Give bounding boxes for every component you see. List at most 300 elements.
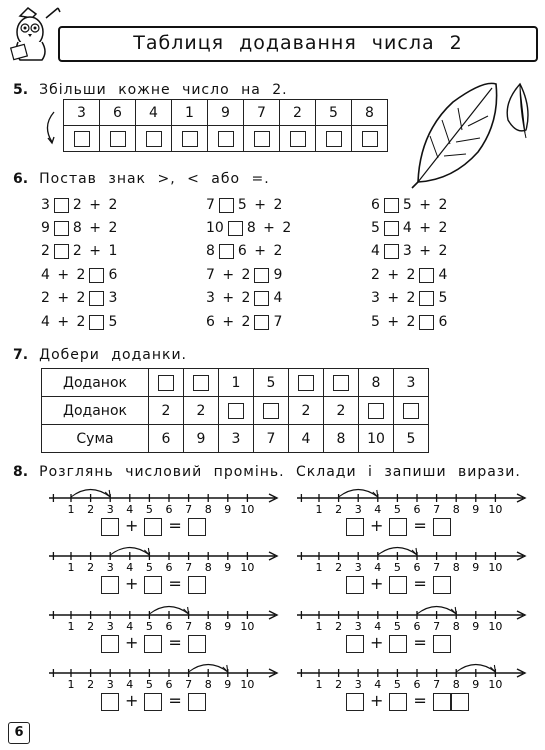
answer-box[interactable]: [433, 576, 451, 594]
tick-label: 2: [87, 561, 95, 574]
comparison-right: 6: [108, 267, 118, 283]
answer-box[interactable]: [146, 131, 162, 147]
tick-label: 3: [354, 503, 362, 516]
sign-box[interactable]: [254, 268, 269, 283]
answer-box[interactable]: [218, 131, 234, 147]
tick-label: 9: [224, 503, 232, 516]
comparison-left: 4 + 2: [41, 314, 86, 330]
answer-box[interactable]: [346, 518, 364, 536]
tick-label: 6: [413, 561, 421, 574]
comparison-right: 4: [438, 267, 448, 283]
comparison-left: 7 + 2: [206, 267, 251, 283]
answer-box[interactable]: [326, 131, 342, 147]
tick-label: 6: [165, 678, 173, 691]
table-cell: 2: [149, 397, 184, 425]
plus-sign: +: [125, 691, 139, 710]
comparison-right: 4 + 2: [402, 220, 448, 236]
sign-box[interactable]: [54, 244, 69, 259]
sign-box[interactable]: [419, 268, 434, 283]
tick-label: 6: [165, 503, 173, 516]
tick-label: 3: [354, 678, 362, 691]
tick-label: 2: [87, 503, 95, 516]
comparison-right: 2 + 2: [72, 197, 118, 213]
answer-box[interactable]: [403, 403, 419, 419]
task-8-instruction: Розглянь числовий промінь. Склади і запиши вирази.: [39, 464, 521, 480]
plus-sign: +: [125, 574, 139, 593]
table-cell: 2: [324, 397, 359, 425]
plus-sign: +: [125, 516, 139, 535]
sign-box[interactable]: [54, 198, 69, 213]
comparison-right: 5 + 2: [237, 197, 283, 213]
tick-label: 1: [67, 678, 75, 691]
task-5-number: 5.: [13, 82, 29, 98]
tick-label: 10: [240, 503, 255, 516]
tick-label: 5: [145, 561, 153, 574]
answer-cell: [244, 126, 280, 152]
table-cell: 6: [100, 100, 136, 126]
sign-box[interactable]: [254, 291, 269, 306]
leaves-illustration: [408, 72, 543, 192]
table-row: [42, 425, 429, 453]
answer-box[interactable]: [101, 576, 119, 594]
comparison-right: 8 + 2: [246, 220, 292, 236]
tick-label: 5: [393, 620, 401, 633]
comparison-right: 5: [108, 314, 118, 330]
equals-sign: =: [168, 633, 182, 652]
tick-label: 1: [67, 561, 75, 574]
comparison-left: 2 + 2: [41, 290, 86, 306]
answer-box[interactable]: [263, 403, 279, 419]
answer-box[interactable]: [144, 693, 162, 711]
table-cell: 2: [280, 100, 316, 126]
answer-box[interactable]: [144, 635, 162, 653]
task-6-instruction: Постав знак >, < або =.: [39, 171, 270, 187]
comparison-right: 5 + 2: [402, 197, 448, 213]
task-6-heading: [13, 168, 270, 187]
plus-sign: +: [370, 574, 384, 593]
page-title: Таблиця додавання числа 2: [133, 32, 463, 54]
number-line: [293, 486, 533, 516]
tick-label: 8: [204, 678, 212, 691]
answer-box[interactable]: [433, 693, 451, 711]
equals-sign: =: [168, 691, 182, 710]
tick-label: 2: [335, 503, 343, 516]
tick-label: 2: [335, 678, 343, 691]
number-line: [45, 661, 285, 691]
tick-label: 4: [374, 561, 382, 574]
tick-label: 4: [126, 620, 134, 633]
table-cell: 4: [289, 425, 324, 453]
table-cell: 9: [184, 425, 219, 453]
answer-cell: [172, 126, 208, 152]
answer-cell: [219, 397, 254, 425]
tick-label: 4: [126, 678, 134, 691]
answer-box[interactable]: [298, 375, 314, 391]
answer-box[interactable]: [290, 131, 306, 147]
answer-box[interactable]: [74, 131, 90, 147]
answer-box[interactable]: [346, 635, 364, 653]
answer-box[interactable]: [101, 635, 119, 653]
number-line: [293, 603, 533, 633]
arc-arrow-icon: [412, 548, 417, 555]
sign-box[interactable]: [89, 268, 104, 283]
table-cell: 7: [244, 100, 280, 126]
comparison-item: [206, 290, 282, 306]
comparison-item: [371, 243, 447, 259]
tick-label: 7: [185, 620, 193, 633]
table-row: [42, 369, 429, 397]
equation-row: [343, 516, 454, 536]
tick-label: 9: [224, 561, 232, 574]
tick-label: 5: [393, 678, 401, 691]
comparison-left: 3: [41, 197, 50, 213]
plus-sign: +: [370, 516, 384, 535]
tick-label: 3: [106, 678, 114, 691]
answer-box[interactable]: [433, 518, 451, 536]
tick-label: 10: [240, 620, 255, 633]
answer-box[interactable]: [110, 131, 126, 147]
answer-box[interactable]: [101, 518, 119, 536]
tick-label: 5: [393, 503, 401, 516]
sign-box[interactable]: [228, 221, 243, 236]
comparison-item: [206, 314, 282, 330]
answer-box[interactable]: [144, 576, 162, 594]
comparison-item: [371, 197, 447, 213]
equation-row: [343, 574, 454, 594]
comparison-item: [41, 197, 117, 213]
table-cell: 5: [254, 369, 289, 397]
answer-box[interactable]: [389, 518, 407, 536]
row-label: Доданок: [42, 369, 149, 397]
arc-arrow-icon: [223, 665, 228, 672]
comparison-item: [41, 220, 117, 236]
tick-label: 8: [204, 503, 212, 516]
table-cell: 8: [324, 425, 359, 453]
equals-sign: =: [413, 691, 427, 710]
equation-row: [98, 691, 209, 711]
tick-label: 8: [204, 561, 212, 574]
comparison-right: 8 + 2: [72, 220, 118, 236]
tick-label: 9: [472, 561, 480, 574]
tick-label: 7: [185, 561, 193, 574]
comparison-left: 5: [371, 220, 380, 236]
arc-arrow-icon: [490, 665, 495, 672]
answer-box[interactable]: [346, 576, 364, 594]
table-cell: 2: [184, 397, 219, 425]
small-leaf-icon: [507, 84, 528, 138]
equals-sign: =: [413, 516, 427, 535]
table-cell: 3: [219, 425, 254, 453]
answer-box[interactable]: [433, 635, 451, 653]
plus-sign: +: [125, 633, 139, 652]
answer-cell: [64, 126, 100, 152]
tick-label: 7: [433, 561, 441, 574]
task-5-table: [63, 99, 388, 152]
answer-cell: [136, 126, 172, 152]
answer-cell: [184, 369, 219, 397]
comparison-item: [371, 267, 447, 283]
answer-box[interactable]: [362, 131, 378, 147]
tick-label: 7: [433, 503, 441, 516]
comparison-left: 4: [371, 243, 380, 259]
task-7-table: [41, 368, 429, 453]
task-8-number: 8.: [13, 464, 29, 480]
answer-cell: [254, 397, 289, 425]
answer-box[interactable]: [389, 693, 407, 711]
answer-cell: [359, 397, 394, 425]
answer-box[interactable]: [144, 518, 162, 536]
comparison-left: 3 + 2: [206, 290, 251, 306]
tick-label: 7: [433, 678, 441, 691]
curved-arrow-icon: [40, 108, 60, 148]
tick-label: 10: [488, 620, 503, 633]
comparison-left: 6: [371, 197, 380, 213]
tick-label: 8: [452, 503, 460, 516]
comparison-left: 6 + 2: [206, 314, 251, 330]
tick-label: 9: [224, 678, 232, 691]
sign-box[interactable]: [219, 198, 234, 213]
arc-arrow-icon: [105, 490, 110, 497]
equals-sign: =: [413, 574, 427, 593]
tick-label: 4: [374, 620, 382, 633]
tick-label: 10: [488, 678, 503, 691]
tick-label: 6: [165, 561, 173, 574]
comparison-left: 10: [206, 220, 224, 236]
tick-label: 5: [145, 678, 153, 691]
number-line: [45, 486, 285, 516]
tick-label: 7: [185, 678, 193, 691]
sign-box[interactable]: [384, 244, 399, 259]
sign-box[interactable]: [419, 291, 434, 306]
comparison-right: 6: [438, 314, 448, 330]
answer-box[interactable]: [188, 518, 206, 536]
arc-arrow-icon: [451, 607, 456, 614]
sign-box[interactable]: [384, 198, 399, 213]
comparison-left: 8: [206, 243, 215, 259]
comparison-right: 2 + 1: [72, 243, 118, 259]
comparison-item: [41, 290, 117, 306]
answer-box[interactable]: [389, 576, 407, 594]
tick-label: 4: [126, 561, 134, 574]
task-7-heading: [13, 344, 187, 363]
answer-cell: [149, 369, 184, 397]
answer-box[interactable]: [188, 576, 206, 594]
equals-sign: =: [168, 516, 182, 535]
tick-label: 1: [315, 620, 323, 633]
comparison-item: [206, 197, 282, 213]
tick-label: 9: [472, 503, 480, 516]
arc-arrow-icon: [373, 490, 378, 497]
comparison-item: [206, 267, 282, 283]
tick-label: 2: [87, 678, 95, 691]
answer-box[interactable]: [101, 693, 119, 711]
table-cell: 7: [254, 425, 289, 453]
comparison-right: 4: [273, 290, 283, 306]
tick-label: 1: [315, 503, 323, 516]
equals-sign: =: [168, 574, 182, 593]
answer-cell: [324, 369, 359, 397]
comparison-right: 3 + 2: [402, 243, 448, 259]
comparison-right: 7: [273, 314, 283, 330]
answer-cell: [280, 126, 316, 152]
sign-box[interactable]: [384, 221, 399, 236]
comparison-item: [41, 314, 117, 330]
tick-label: 4: [374, 503, 382, 516]
answer-cell: [100, 126, 136, 152]
tick-label: 8: [204, 620, 212, 633]
sign-box[interactable]: [89, 315, 104, 330]
tick-label: 9: [472, 678, 480, 691]
table-cell: 8: [352, 100, 388, 126]
comparison-item: [41, 243, 117, 259]
tick-label: 3: [354, 561, 362, 574]
comparison-right: 3: [108, 290, 118, 306]
answer-box[interactable]: [182, 131, 198, 147]
table-cell: 10: [359, 425, 394, 453]
page-header: [58, 26, 538, 62]
sign-box[interactable]: [219, 244, 234, 259]
comparison-item: [371, 290, 447, 306]
comparison-item: [41, 267, 117, 283]
large-leaf-icon: [412, 83, 497, 188]
tick-label: 4: [126, 503, 134, 516]
comparison-right: 6 + 2: [237, 243, 283, 259]
tick-label: 2: [335, 620, 343, 633]
tick-label: 10: [240, 561, 255, 574]
tick-label: 8: [452, 620, 460, 633]
tick-label: 4: [374, 678, 382, 691]
table-cell: 4: [136, 100, 172, 126]
tick-label: 5: [393, 561, 401, 574]
tick-label: 3: [354, 620, 362, 633]
tick-label: 5: [145, 503, 153, 516]
comparison-left: 2: [41, 243, 50, 259]
comparison-left: 5 + 2: [371, 314, 416, 330]
answer-cell: [316, 126, 352, 152]
tick-label: 5: [145, 620, 153, 633]
comparison-left: 4 + 2: [41, 267, 86, 283]
number-line: [293, 544, 533, 574]
equation-row: [343, 691, 472, 711]
answer-cell: [208, 126, 244, 152]
comparison-left: 3 + 2: [371, 290, 416, 306]
tick-label: 3: [106, 620, 114, 633]
answer-cell: [289, 369, 324, 397]
answer-box[interactable]: [188, 693, 206, 711]
comparison-left: 2 + 2: [371, 267, 416, 283]
task-5-answer-row: [64, 126, 388, 152]
answer-box[interactable]: [158, 375, 174, 391]
comparison-left: 9: [41, 220, 50, 236]
table-cell: 1: [172, 100, 208, 126]
answer-box[interactable]: [389, 635, 407, 653]
table-cell: 8: [359, 369, 394, 397]
row-label: Доданок: [42, 397, 149, 425]
tick-label: 8: [452, 561, 460, 574]
task-6-number: 6.: [13, 171, 29, 187]
task-7-number: 7.: [13, 347, 29, 363]
tick-label: 1: [315, 561, 323, 574]
sign-box[interactable]: [254, 315, 269, 330]
comparison-right: 5: [438, 290, 448, 306]
answer-box[interactable]: [254, 131, 270, 147]
table-cell: 3: [394, 369, 429, 397]
equation-row: [98, 516, 209, 536]
table-cell: 5: [394, 425, 429, 453]
tick-label: 2: [87, 620, 95, 633]
answer-box[interactable]: [188, 635, 206, 653]
comparison-item: [206, 220, 291, 236]
tick-label: 9: [472, 620, 480, 633]
answer-box[interactable]: [333, 375, 349, 391]
answer-box[interactable]: [451, 693, 469, 711]
table-cell: 6: [149, 425, 184, 453]
table-cell: 9: [208, 100, 244, 126]
number-line: [45, 603, 285, 633]
sign-box[interactable]: [89, 291, 104, 306]
answer-box[interactable]: [346, 693, 364, 711]
table-cell: 2: [289, 397, 324, 425]
tick-label: 10: [488, 503, 503, 516]
comparison-item: [206, 243, 282, 259]
equation-row: [343, 633, 454, 653]
answer-box[interactable]: [193, 375, 209, 391]
table-cell: 3: [64, 100, 100, 126]
tick-label: 3: [106, 503, 114, 516]
tick-label: 7: [185, 503, 193, 516]
task-7-instruction: Добери доданки.: [39, 347, 188, 363]
tick-label: 8: [452, 678, 460, 691]
answer-box[interactable]: [368, 403, 384, 419]
answer-cell: [352, 126, 388, 152]
equals-sign: =: [413, 633, 427, 652]
equation-row: [98, 574, 209, 594]
tick-label: 6: [413, 503, 421, 516]
tick-label: 10: [240, 678, 255, 691]
table-row: [42, 397, 429, 425]
answer-box[interactable]: [228, 403, 244, 419]
equation-row: [98, 633, 209, 653]
tick-label: 6: [413, 620, 421, 633]
comparison-item: [371, 220, 447, 236]
sign-box[interactable]: [419, 315, 434, 330]
arc-arrow-icon: [144, 548, 149, 555]
row-label: Сума: [42, 425, 149, 453]
number-line: [45, 544, 285, 574]
task-5-heading: [13, 79, 288, 98]
tick-label: 1: [315, 678, 323, 691]
tick-label: 1: [67, 620, 75, 633]
tick-label: 2: [335, 561, 343, 574]
plus-sign: +: [370, 633, 384, 652]
tick-label: 10: [488, 561, 503, 574]
sign-box[interactable]: [54, 221, 69, 236]
number-line: [293, 661, 533, 691]
table-cell: 5: [316, 100, 352, 126]
page-number: 6: [8, 722, 30, 744]
comparison-item: [371, 314, 447, 330]
tick-label: 7: [433, 620, 441, 633]
tick-label: 1: [67, 503, 75, 516]
tick-label: 9: [224, 620, 232, 633]
task-5-values-row: [64, 100, 388, 126]
arc-arrow-icon: [184, 607, 189, 614]
task-5-instruction: Збільши кожне число на 2.: [39, 82, 288, 98]
table-cell: 1: [219, 369, 254, 397]
comparison-right: 9: [273, 267, 283, 283]
plus-sign: +: [370, 691, 384, 710]
comparison-left: 7: [206, 197, 215, 213]
